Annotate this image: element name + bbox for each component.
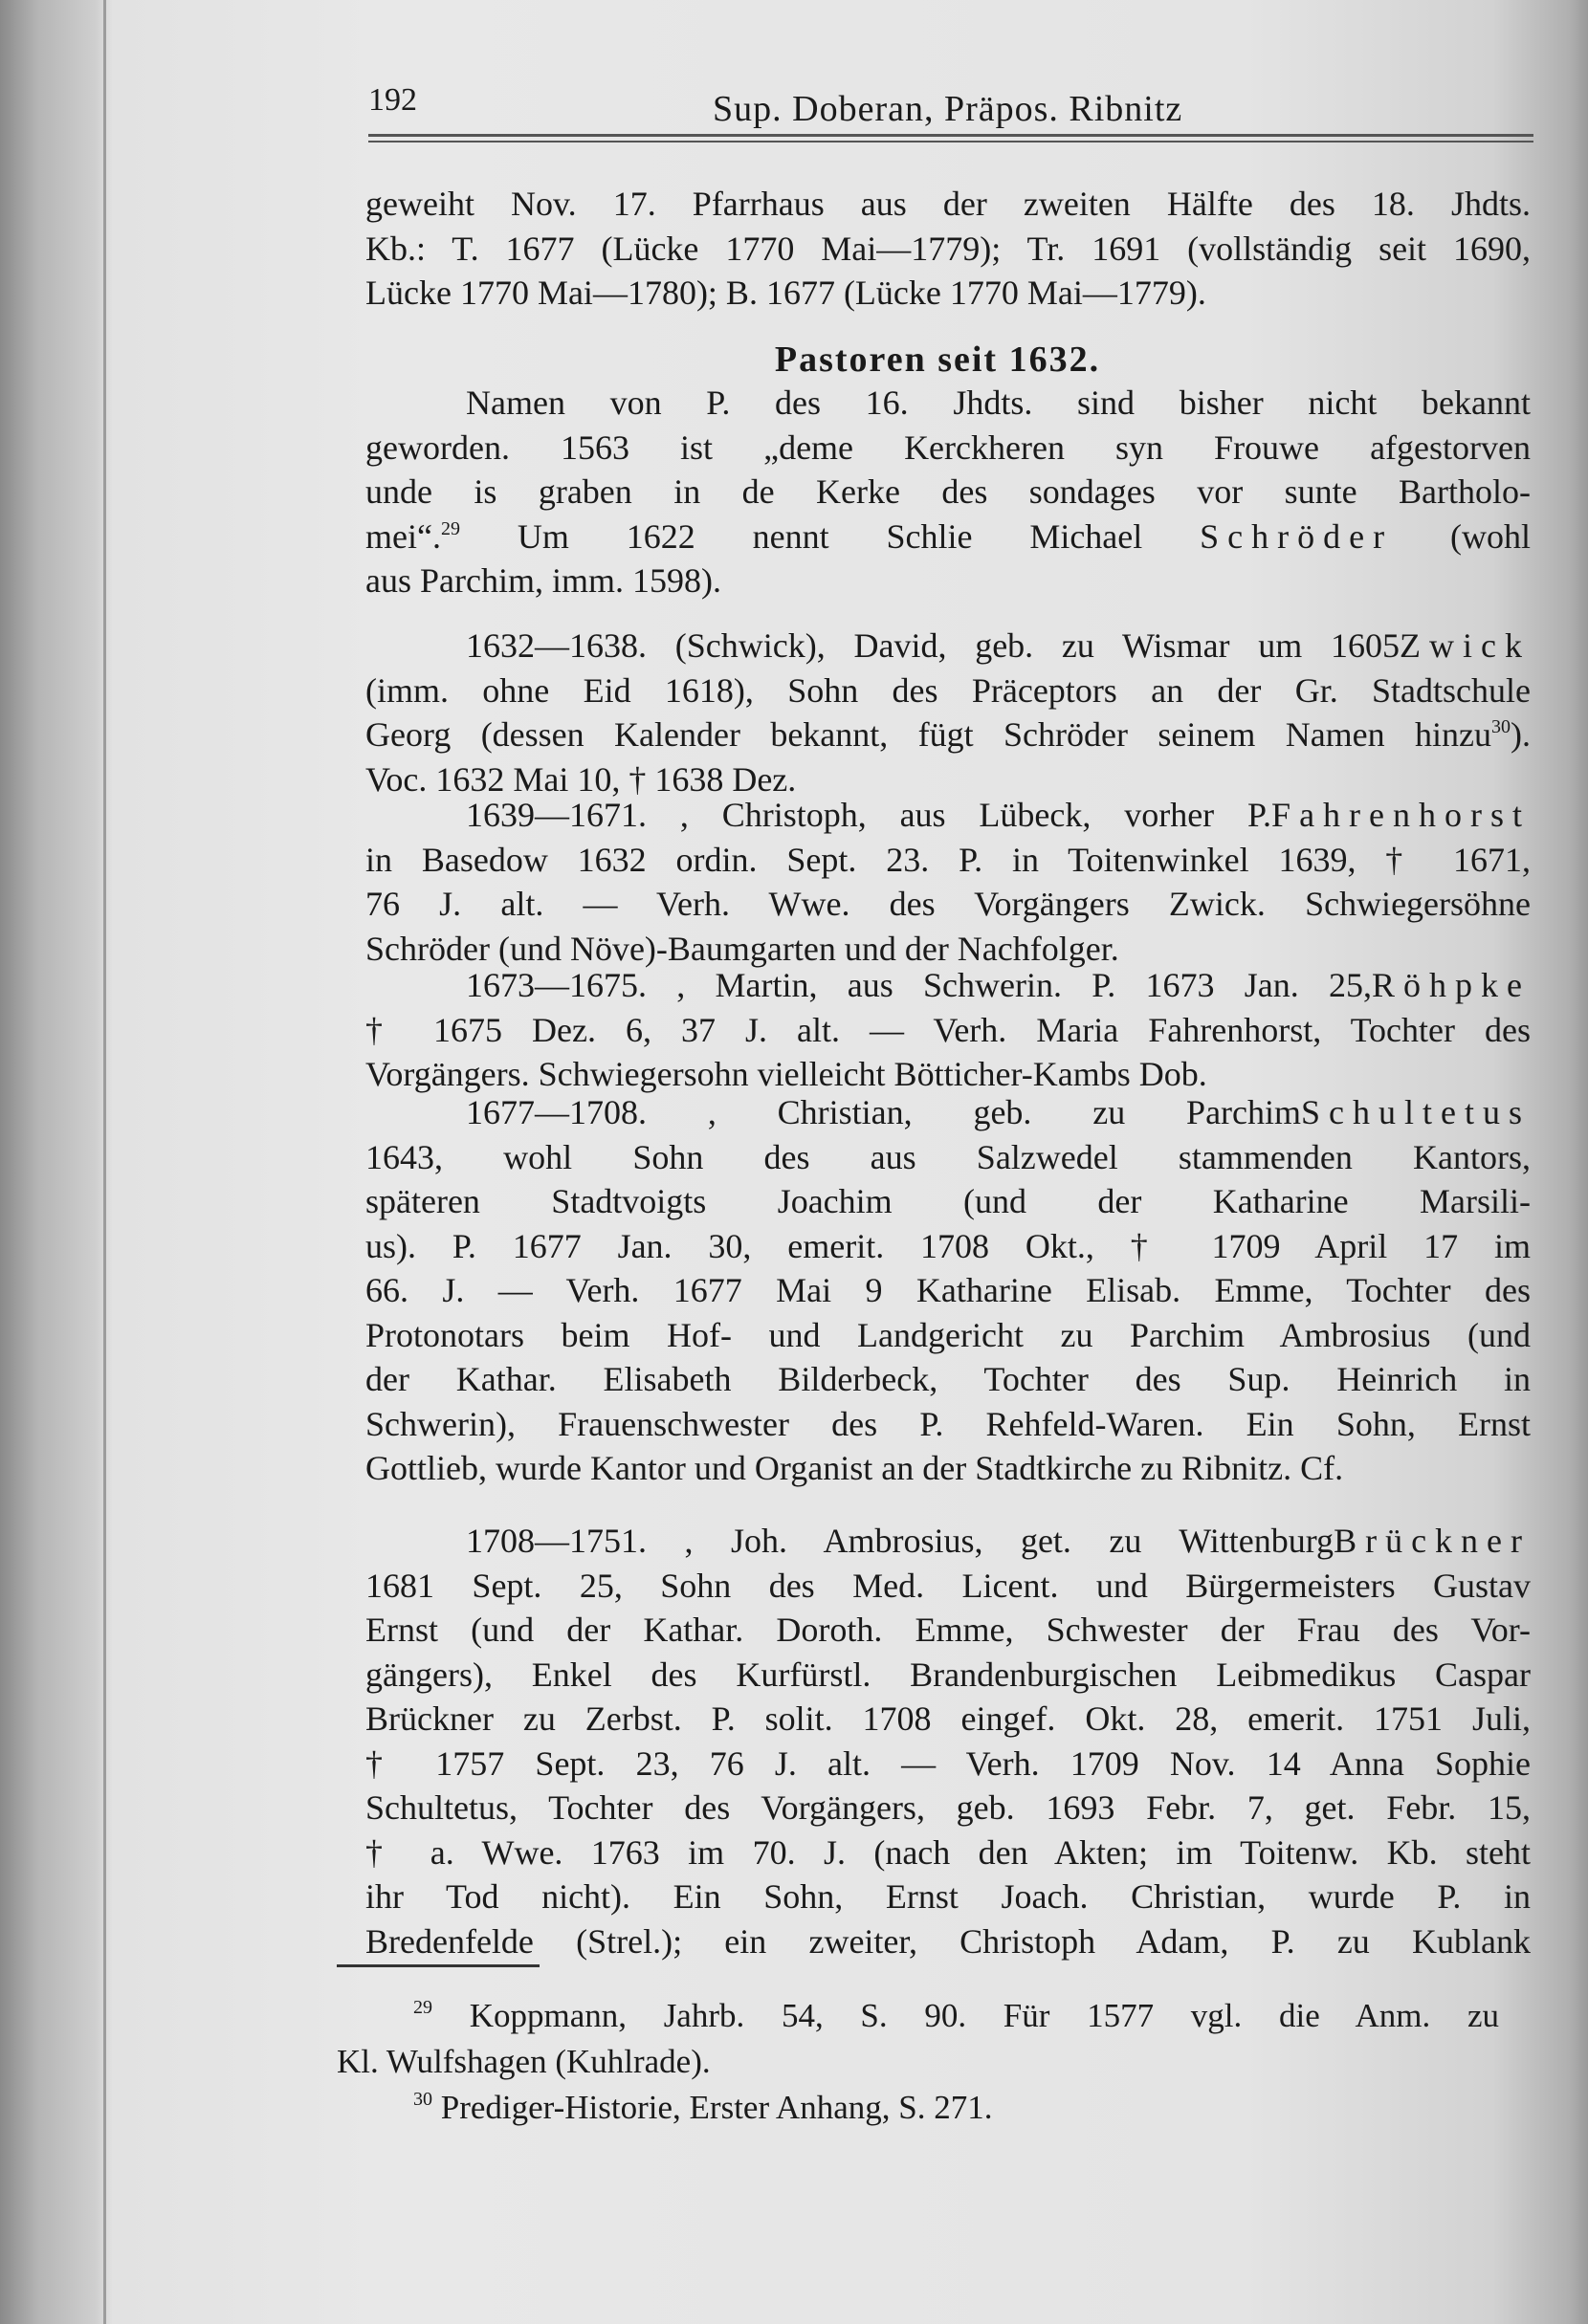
pastor-name: Brückner bbox=[1334, 1522, 1532, 1560]
text-line bbox=[365, 793, 1531, 838]
text-line: gängers), Enkel des Kurfürstl. Brandenburgischen Leibmedikus Caspar bbox=[365, 1655, 1531, 1694]
text-line: Kl. Wulfshagen (Kuhlrade). bbox=[337, 2043, 711, 2080]
footnote-marker: 29 bbox=[440, 517, 460, 539]
paragraph-pastor-fahrenhorst bbox=[365, 793, 1531, 971]
pastor-name: Zwick bbox=[1400, 626, 1532, 665]
text-line bbox=[337, 2085, 1499, 2131]
pastor-name: Fahrenhorst bbox=[1271, 796, 1532, 834]
text-line bbox=[365, 1090, 1531, 1135]
text-line: 1643, wohl Sohn des aus Salzwedel stammenden Kantors, bbox=[365, 1137, 1531, 1176]
text-line: 66. J. — Verh. 1677 Mai 9 Katharine Elisab. Emme, Tochter des bbox=[365, 1271, 1531, 1309]
text-line: 1681 Sept. 25, Sohn des Med. Licent. und Bürgermeisters Gustav bbox=[365, 1566, 1531, 1605]
text-line: Vorgängers. Schwiegersohn vielleicht Bötticher-Kambs Dob. bbox=[365, 1055, 1207, 1093]
footnote-marker: 30 bbox=[413, 2089, 432, 2110]
text-line: Bredenfelde (Strel.); ein zweiter, Christoph Adam, P. zu Kublank bbox=[365, 1921, 1531, 1961]
page-number: 192 bbox=[368, 82, 417, 118]
text-segment: 1632—1638. bbox=[466, 626, 675, 665]
text-segment: , Joh. Ambrosius, get. zu Wittenburg bbox=[684, 1522, 1334, 1560]
text-line: Brückner zu Zerbst. P. solit. 1708 eingef. Okt. 28, emerit. 1751 Juli, bbox=[365, 1699, 1531, 1738]
text-segment: Koppmann, Jahrb. 54, S. 90. Für 1577 vgl. die Anm. zu bbox=[432, 1997, 1499, 2034]
paragraph-pastor-schultetus bbox=[365, 1090, 1531, 1491]
text-segment: , Christoph, aus Lübeck, vorher P. bbox=[679, 796, 1272, 834]
text-segment: 1677—1708. bbox=[466, 1093, 708, 1131]
text-line: der Kathar. Elisabeth Bilderbeck, Tochter des Sup. Heinrich in bbox=[365, 1360, 1531, 1398]
text-line: in Basedow 1632 ordin. Sept. 23. P. in Toitenwinkel 1639, † 1671, bbox=[365, 840, 1531, 879]
paragraph-pastor-roehpke bbox=[365, 963, 1531, 1097]
text-line: ihr Tod nicht). Ein Sohn, Ernst Joach. Christian, wurde P. in bbox=[365, 1877, 1531, 1916]
header-rule bbox=[368, 141, 1533, 143]
text-segment: Georg (dessen Kalender bekannt, fügt Schröder seinem Namen hinzu bbox=[365, 715, 1491, 754]
section-heading-text: Pastoren seit 1632. bbox=[774, 340, 1101, 380]
text-line: geworden. 1563 ist „deme Kerckheren syn Frouwe afgestorven bbox=[365, 428, 1531, 467]
text-line bbox=[365, 624, 1531, 669]
footnote-marker: 29 bbox=[413, 1997, 432, 2018]
text-line: Kb.: T. 1677 (Lücke 1770 Mai—1779); Tr. 1691 (vollständig seit 1690, bbox=[365, 229, 1531, 268]
text-line: † 1675 Dez. 6, 37 J. alt. — Verh. Maria Fahrenhorst, Tochter des bbox=[365, 1010, 1531, 1049]
footnote-rule bbox=[337, 1964, 540, 1967]
text-segment: Um 1622 nennt Schlie Michael bbox=[459, 516, 1201, 556]
text-line bbox=[365, 713, 1531, 757]
pastor-name: Röhpke bbox=[1372, 966, 1531, 1004]
header-rule bbox=[368, 134, 1533, 137]
text-line: Schröder (und Növe)-Baumgarten und der Nachfolger. bbox=[365, 929, 1119, 968]
text-line bbox=[365, 963, 1531, 1008]
text-segment: ). bbox=[1511, 715, 1531, 754]
section-heading bbox=[0, 339, 1588, 381]
pastor-name: Schröder bbox=[1200, 516, 1394, 556]
text-segment: 1708—1751. bbox=[466, 1522, 685, 1560]
text-line: aus Parchim, imm. 1598). bbox=[365, 561, 721, 600]
text-line bbox=[365, 1519, 1531, 1564]
text-segment: 1673—1675. bbox=[466, 966, 677, 1004]
text-segment: mei“. bbox=[365, 516, 441, 556]
text-segment: , Christian, geb. zu Parchim bbox=[707, 1093, 1302, 1131]
paragraph-pastor-zwick bbox=[365, 624, 1531, 801]
text-line: us). P. 1677 Jan. 30, emerit. 1708 Okt., † 1709 April 17 im bbox=[365, 1226, 1531, 1265]
paragraph-church-records bbox=[365, 182, 1531, 316]
paragraph-early-pastors bbox=[365, 381, 1531, 603]
text-line: † 1757 Sept. 23, 76 J. alt. — Verh. 1709 Nov. 14 Anna Sophie bbox=[365, 1743, 1531, 1783]
text-segment: , Martin, aus Schwerin. P. 1673 Jan. 25, bbox=[676, 966, 1372, 1004]
text-line: † a. Wwe. 1763 im 70. J. (nach den Akten; im Toitenw. Kb. steht bbox=[365, 1832, 1531, 1872]
text-line bbox=[337, 1993, 1499, 2039]
text-line: 76 J. alt. — Verh. Wwe. des Vorgängers Zwick. Schwiegersöhne bbox=[365, 885, 1531, 923]
text-segment: 1639—1671. bbox=[466, 796, 680, 834]
text-line: Namen von P. des 16. Jhdts. sind bisher nicht bekannt bbox=[466, 384, 1531, 422]
text-segment: (wohl bbox=[1393, 516, 1531, 556]
text-line: späteren Stadtvoigts Joachim (und der Katharine Marsili- bbox=[365, 1182, 1531, 1220]
text-line: Voc. 1632 Mai 10, † 1638 Dez. bbox=[365, 759, 797, 799]
text-segment: (Schwick), David, geb. zu Wismar um 1605 bbox=[674, 626, 1401, 665]
footnote-30 bbox=[337, 2085, 1499, 2131]
text-line: Schultetus, Tochter des Vorgängers, geb. 1693 Febr. 7, get. Febr. 15, bbox=[365, 1788, 1531, 1827]
paragraph-pastor-brueckner bbox=[365, 1519, 1531, 1963]
footnote-29 bbox=[337, 1993, 1499, 2085]
footnote-marker: 30 bbox=[1491, 716, 1511, 737]
pastor-name: Schultetus bbox=[1301, 1093, 1532, 1131]
text-line: (imm. ohne Eid 1618), Sohn des Präceptors an der Gr. Stadtschule bbox=[365, 670, 1531, 710]
text-line: Schwerin), Frauenschwester des P. Rehfeld-Waren. Ein Sohn, Ernst bbox=[365, 1404, 1531, 1443]
text-line: Lücke 1770 Mai—1780); B. 1677 (Lücke 1770 Mai—1779). bbox=[365, 274, 1206, 312]
text-line bbox=[365, 515, 1531, 559]
text-segment: Prediger-Historie, Erster Anhang, S. 271. bbox=[432, 2089, 993, 2126]
text-line: unde is graben in de Kerke des sondages vor sunte Bartholo- bbox=[365, 472, 1531, 511]
text-line: Gottlieb, wurde Kantor und Organist an der Stadtkirche zu Ribnitz. Cf. bbox=[365, 1449, 1344, 1487]
text-line: Protonotars beim Hof- und Landgericht zu Parchim Ambrosius (und bbox=[365, 1315, 1531, 1354]
running-title: Sup. Doberan, Präpos. Ribnitz bbox=[713, 89, 1183, 129]
text-line: geweiht Nov. 17. Pfarrhaus aus der zweiten Hälfte des 18. Jhdts. bbox=[365, 185, 1531, 223]
text-line: Ernst (und der Kathar. Doroth. Emme, Schwester der Frau des Vor- bbox=[365, 1611, 1531, 1649]
